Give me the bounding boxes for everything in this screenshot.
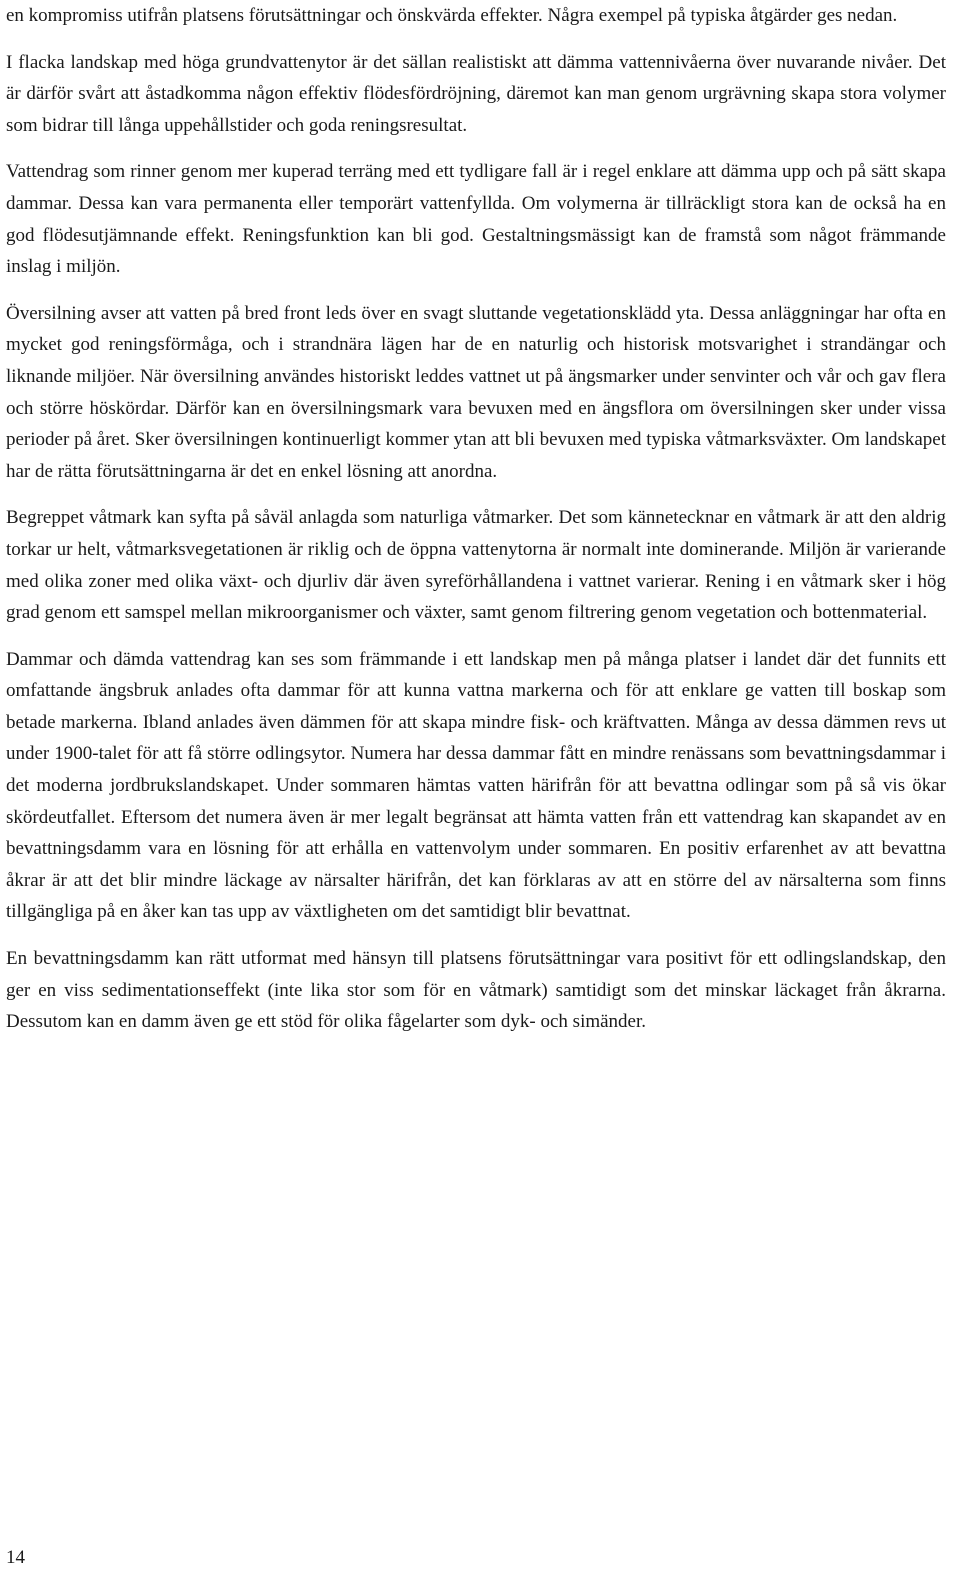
document-page bbox=[6, 0, 946, 1053]
paragraph-wetland-definition: Begreppet våtmark kan syfta på såväl anlagda som naturliga våtmarker. Det som kännetecknar en våtmark är att den aldrig torkar ur helt, våtmarksvegetationen är riklig och de öppna vattenytorna är normalt inte dominerande. Miljön är varierande med olika zoner med olika växt- och djurliv där även syreförhållandena i vattnet varierar. Rening i en våtmark sker i hög grad genom ett samspel mellan mikroorganismer och växter, samt genom filtrering genom vegetation och bottenmaterial. bbox=[6, 507, 946, 624]
paragraph-irrigation-pond: En bevattningsdamm kan rätt utformat med hänsyn till platsens förutsättningar vara positivt för ett odlingslandskap, den ger en viss sedimentationseffekt (inte lika stor som för en våtmark) samtidigt som det minskar läckaget från åkrarna. Dessutom kan en damm även ge ett stöd för olika fågelarter som dyk- och simänder. bbox=[6, 948, 946, 1033]
paragraph-hilly-watercourse: Vattendrag som rinner genom mer kuperad terräng med ett tydligare fall är i regel enklare att dämma upp och på sätt skapa dammar. Dessa kan vara permanenta eller temporärt vattenfyllda. Om volymerna är tillräckligt stora kan de också ha en god flödesutjämnande effekt. Reningsfunktion kan bli god. Gestaltningsmässigt kan de framstå som något främmande inslag i miljön. bbox=[6, 161, 946, 278]
paragraph-flat-landscape: I flacka landskap med höga grundvattenytor är det sällan realistiskt att dämma vattennivåerna över nuvarande nivåer. Det är därför svårt att åstadkomma någon effektiv flödesfördröjning, däremot kan man genom urgrävning skapa stora volymer som bidrar till långa uppehållstider och goda reningsresultat. bbox=[6, 51, 946, 136]
paragraph-overflow-irrigation: Översilning avser att vatten på bred front leds över en svagt sluttande vegetationsklädd yta. Dessa anläggningar har ofta en mycket god reningsförmåga, och i strandnära lägen har de en naturlig och historisk motsvarighet i strandängar och liknande miljöer. När översilning användes historiskt leddes vattnet ut på ängsmarker under senvinter och vår och gav flera och större höskördar. Därför kan en översilningsmark vara bevuxen med en ängsflora om översilningen sker under vissa perioder på året. Sker översilningen kontinuerligt kommer ytan att bli bevuxen med typiska våtmarksväxter. Om landskapet har de rätta förutsättningarna är det en enkel lösning att anordna. bbox=[6, 302, 946, 482]
page-number: 14 bbox=[6, 1547, 25, 1568]
paragraph-ponds-history: Dammar och dämda vattendrag kan ses som främmande i ett landskap men på många platser i landet där det funnits ett omfattande ängsbruk anlades ofta dammar för att kunna vattna markerna och för att enklare ge vatten till boskap som betade markerna. Ibland anlades även dämmen för att skapa mindre fisk- och kräftvatten. Många av dessa dämmen revs ut under 1900-talet för att få större odlingsytor. Numera har dessa dammar fått en mindre renässans som bevattningsdammar i det moderna jordbrukslandskapet. Under sommaren hämtas vatten härifrån för att bevattna odlingar som på så vis ökar skördeutfallet. Eftersom det numera även är mer legalt begränsat att hämta vatten från ett vattendrag kan skapandet av en bevattningsdamm vara en lösning för att erhålla en vattenvolym under sommaren. En positiv erfarenhet av att bevattna åkrar är att det blir mindre läckage av närsalter härifrån, det kan förklaras av att en större del av närsalterna som finns tillgängliga på en åker kan tas upp av växtligheten om det samtidigt blir bevattnat. bbox=[6, 648, 946, 923]
paragraph-intro-continuation: en kompromiss utifrån platsens förutsättningar och önskvärda effekter. Några exempel på typiska åtgärder ges nedan. bbox=[6, 5, 898, 26]
